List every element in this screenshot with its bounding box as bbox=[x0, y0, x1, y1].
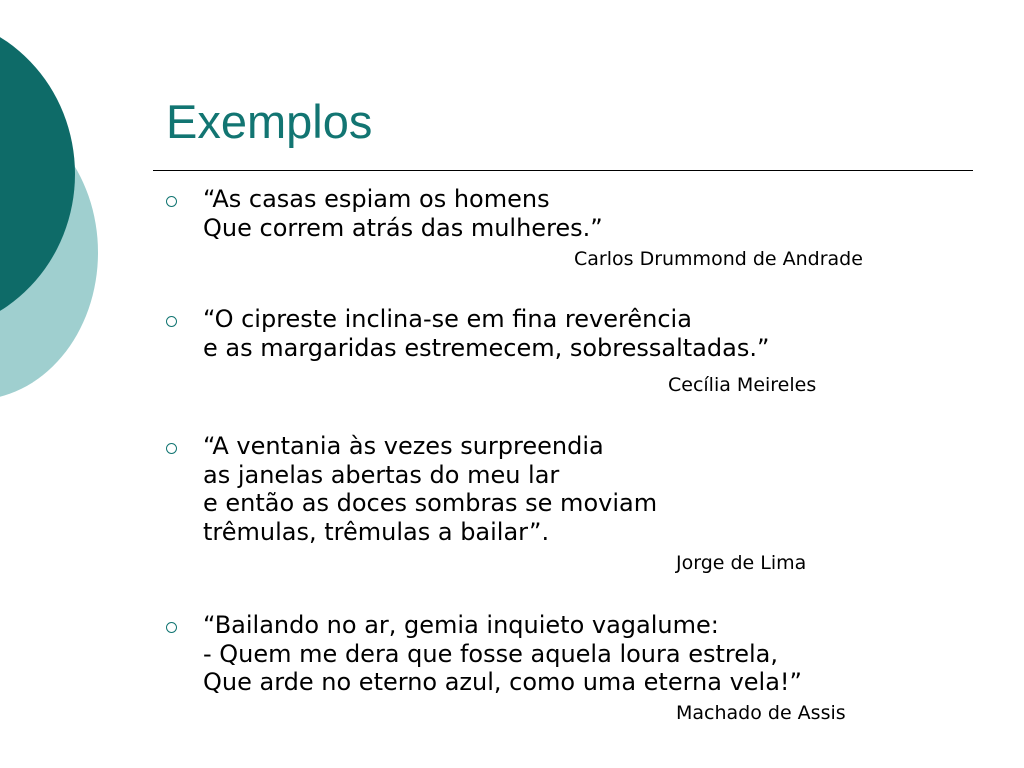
quote-author: Machado de Assis bbox=[676, 702, 846, 724]
quote-author: Carlos Drummond de Andrade bbox=[574, 248, 863, 270]
title-divider bbox=[153, 170, 973, 171]
quote-text: “Bailando no ar, gemia inquieto vagalume: - Quem me dera que fosse aquela loura estrela, Que arde no eterno azul, como uma eterna vela!” bbox=[203, 611, 802, 696]
bullet-icon bbox=[166, 443, 177, 454]
bullet-icon bbox=[166, 622, 177, 633]
quote-author: Cecília Meireles bbox=[668, 374, 817, 396]
slide-title: Exemplos bbox=[166, 95, 373, 148]
quote-text: “O cipreste inclina-se em fina reverência e as margaridas estremecem, sobressaltadas.” bbox=[203, 305, 770, 362]
bullet-icon bbox=[166, 196, 177, 207]
quote-author: Jorge de Lima bbox=[676, 552, 807, 574]
quote-text: “As casas espiam os homens Que correm atrás das mulheres.” bbox=[203, 185, 603, 242]
bullet-icon bbox=[166, 316, 177, 327]
quote-text: “A ventania às vezes surpreendia as janelas abertas do meu lar e então as doces sombras se moviam trêmulas, trêmulas a bailar”. bbox=[203, 432, 658, 546]
